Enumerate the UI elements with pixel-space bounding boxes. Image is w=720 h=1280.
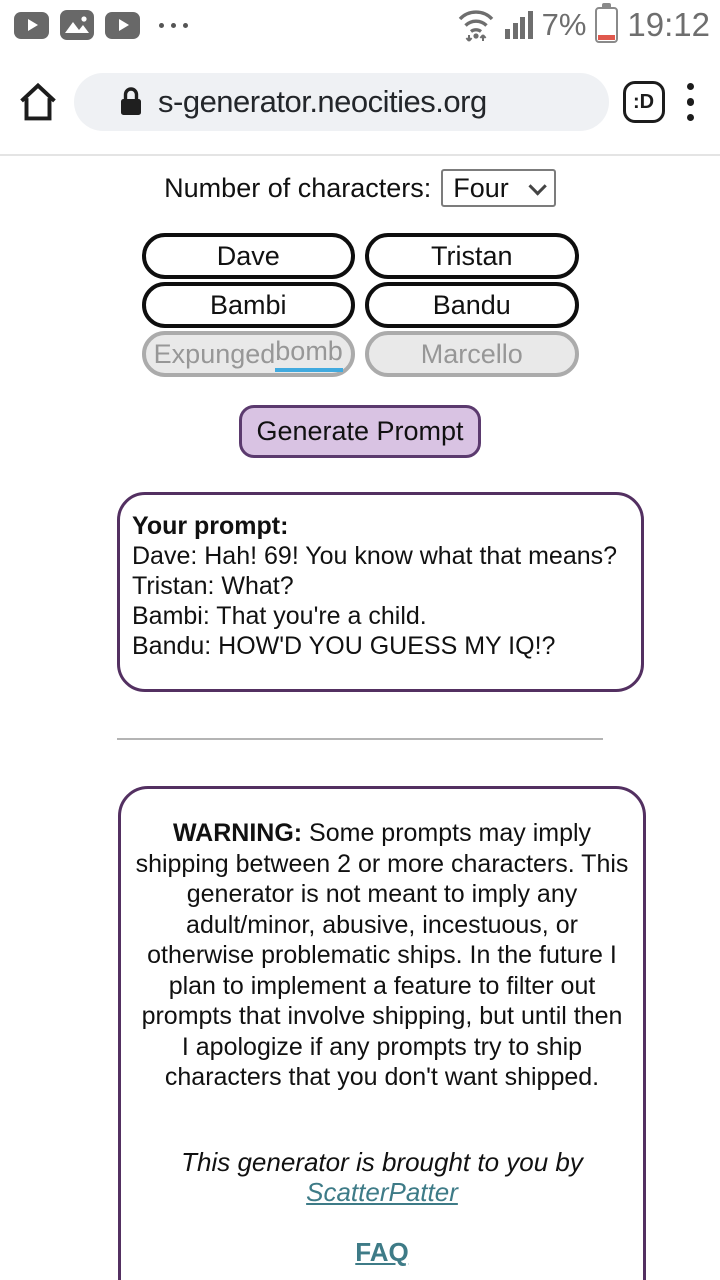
prompt-output-box xyxy=(117,492,644,692)
character-input-6-disabled: Marcello xyxy=(365,331,579,377)
gallery-icon xyxy=(60,10,94,40)
more-notifications-icon xyxy=(159,23,188,28)
notification-icons xyxy=(14,10,188,40)
character-input-5-disabled xyxy=(142,331,356,377)
browser-toolbar xyxy=(0,50,720,156)
tab-switcher-button[interactable]: :D xyxy=(623,81,665,123)
warning-text xyxy=(135,818,629,1093)
scatterpatter-link[interactable]: ScatterPatter xyxy=(306,1177,458,1207)
character-input-1[interactable]: Dave xyxy=(142,233,356,279)
youtube-icon xyxy=(105,12,140,39)
disabled-name-text: Expunged xyxy=(153,338,276,369)
prompt-heading: Your prompt: xyxy=(132,512,289,540)
character-count-value: Four xyxy=(453,172,509,203)
prompt-line: Dave: Hah! 69! You know what that means? xyxy=(132,542,618,570)
credit-line xyxy=(135,1147,629,1208)
warning-box xyxy=(118,786,646,1280)
home-button[interactable] xyxy=(16,79,60,125)
url-text[interactable]: s-generator.neocities.org xyxy=(158,84,487,119)
status-time: 19:12 xyxy=(627,6,710,43)
character-input-4[interactable]: Bandu xyxy=(365,282,579,328)
credit-text: This generator is brought to you by xyxy=(181,1146,583,1177)
character-count-label: Number of characters: xyxy=(164,172,432,203)
cellular-signal-icon xyxy=(505,11,533,39)
faq-row xyxy=(135,1237,629,1268)
warning-body: Some prompts may imply shipping between 2 or more characters. This generator is not meant to imply any adult/minor, abusive, incestuous, or otherwise problematic ships. In the future I plan to implement a feature to filter out prompts that involve shipping, but until then I apologize if any prompts try to ship characters that you don't want shipped. xyxy=(135,819,629,1091)
wifi-icon xyxy=(456,6,496,44)
status-indicators xyxy=(456,6,710,44)
generator-page xyxy=(0,156,720,1280)
character-input-2[interactable]: Tristan xyxy=(365,233,579,279)
faq-link[interactable]: FAQ xyxy=(355,1236,409,1267)
spellcheck-underlined-word: bomb xyxy=(275,336,343,372)
battery-percent: 7% xyxy=(541,7,587,42)
section-divider xyxy=(117,738,603,740)
lock-icon[interactable] xyxy=(118,86,144,118)
browser-menu-button[interactable] xyxy=(679,79,703,126)
warning-label: WARNING: xyxy=(172,819,303,847)
prompt-line: Bandu: HOW'D YOU GUESS MY IQ!? xyxy=(132,632,556,660)
prompt-line: Tristan: What? xyxy=(132,572,294,600)
character-count-row xyxy=(0,169,720,207)
chevron-down-icon xyxy=(528,177,546,195)
character-count-select[interactable] xyxy=(441,169,556,207)
url-bar[interactable] xyxy=(74,73,609,131)
prompt-line: Bambi: That you're a child. xyxy=(132,602,427,630)
battery-icon xyxy=(595,7,618,43)
generate-prompt-button[interactable]: Generate Prompt xyxy=(239,405,481,458)
status-bar xyxy=(0,0,720,50)
youtube-icon xyxy=(14,12,49,39)
character-inputs xyxy=(142,233,579,377)
character-input-3[interactable]: Bambi xyxy=(142,282,356,328)
